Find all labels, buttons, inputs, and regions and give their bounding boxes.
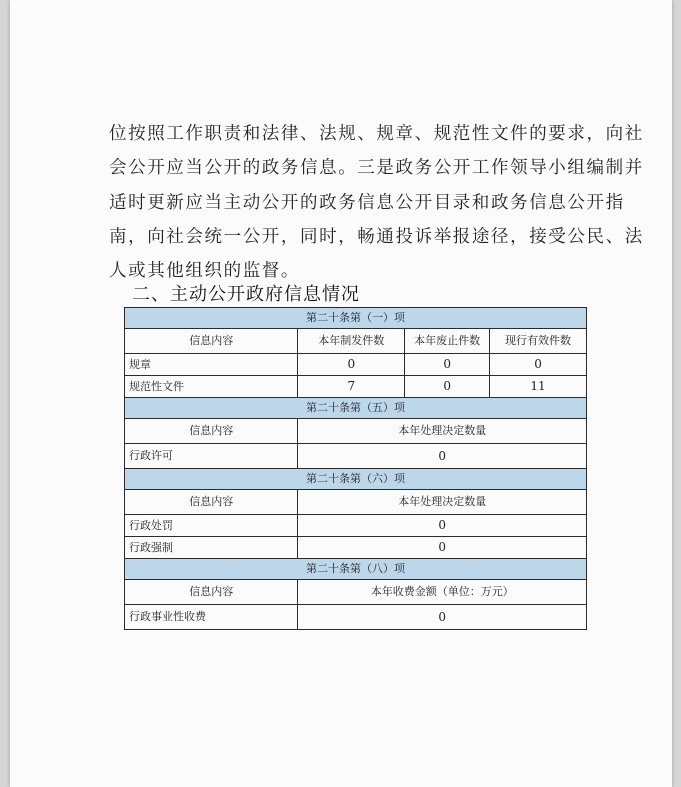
paragraph-line: 南，向社会统一公开，同时，畅通投诉举报途径，接受公民、法 bbox=[109, 226, 644, 247]
header-cell: 本年处理决定数量 bbox=[298, 490, 587, 515]
table-row bbox=[125, 537, 587, 559]
table-row bbox=[125, 605, 587, 630]
section-title: 第二十条第（五）项 bbox=[125, 398, 587, 419]
header-cell: 本年制发件数 bbox=[298, 329, 405, 354]
row-label: 行政事业性收费 bbox=[125, 605, 298, 630]
value-cell: 0 bbox=[405, 354, 490, 376]
disclosure-table bbox=[124, 307, 587, 630]
value-cell: 0 bbox=[405, 376, 490, 398]
row-label: 行政许可 bbox=[125, 444, 298, 469]
document-page bbox=[10, 0, 672, 787]
table-row bbox=[125, 376, 587, 398]
row-label: 规范性文件 bbox=[125, 376, 298, 398]
header-cell: 信息内容 bbox=[125, 490, 298, 515]
value-cell: 11 bbox=[490, 376, 587, 398]
section-title-row bbox=[125, 469, 587, 490]
table-row bbox=[125, 515, 587, 537]
paragraph-line: 会公开应当公开的政务信息。三是政务公开工作领导小组编制并 bbox=[109, 158, 644, 179]
value-cell: 0 bbox=[298, 515, 587, 537]
row-label: 行政处罚 bbox=[125, 515, 298, 537]
header-cell: 本年收费金额（单位：万元） bbox=[298, 580, 587, 605]
header-cell: 信息内容 bbox=[125, 419, 298, 444]
section-title: 第二十条第（六）项 bbox=[125, 469, 587, 490]
value-cell: 0 bbox=[490, 354, 587, 376]
header-cell: 本年处理决定数量 bbox=[298, 419, 587, 444]
header-row bbox=[125, 580, 587, 605]
header-row bbox=[125, 329, 587, 354]
header-row bbox=[125, 490, 587, 515]
row-label: 规章 bbox=[125, 354, 298, 376]
header-cell: 现行有效件数 bbox=[490, 329, 587, 354]
paragraph-line: 适时更新应当主动公开的政务信息公开目录和政务信息公开指 bbox=[109, 192, 625, 213]
section-heading: 二、主动公开政府信息情况 bbox=[132, 284, 360, 305]
paragraph-line: 位按照工作职责和法律、法规、规章、规范性文件的要求，向社 bbox=[109, 124, 644, 144]
paragraph-line: 人或其他组织的监督。 bbox=[109, 261, 300, 282]
section-title-row bbox=[125, 398, 587, 419]
header-cell: 信息内容 bbox=[125, 580, 298, 605]
section-title: 第二十条第（八）项 bbox=[125, 559, 587, 580]
row-label: 行政强制 bbox=[125, 537, 298, 559]
header-cell: 本年废止件数 bbox=[405, 329, 490, 354]
table-row bbox=[125, 354, 587, 376]
section-title: 第二十条第（一）项 bbox=[125, 308, 587, 329]
value-cell: 0 bbox=[298, 605, 587, 630]
body-paragraph bbox=[109, 117, 644, 288]
value-cell: 0 bbox=[298, 354, 405, 376]
header-cell: 信息内容 bbox=[125, 329, 298, 354]
value-cell: 0 bbox=[298, 444, 587, 469]
value-cell: 7 bbox=[298, 376, 405, 398]
section-title-row bbox=[125, 308, 587, 329]
header-row bbox=[125, 419, 587, 444]
section-title-row bbox=[125, 559, 587, 580]
table-row bbox=[125, 444, 587, 469]
value-cell: 0 bbox=[298, 537, 587, 559]
